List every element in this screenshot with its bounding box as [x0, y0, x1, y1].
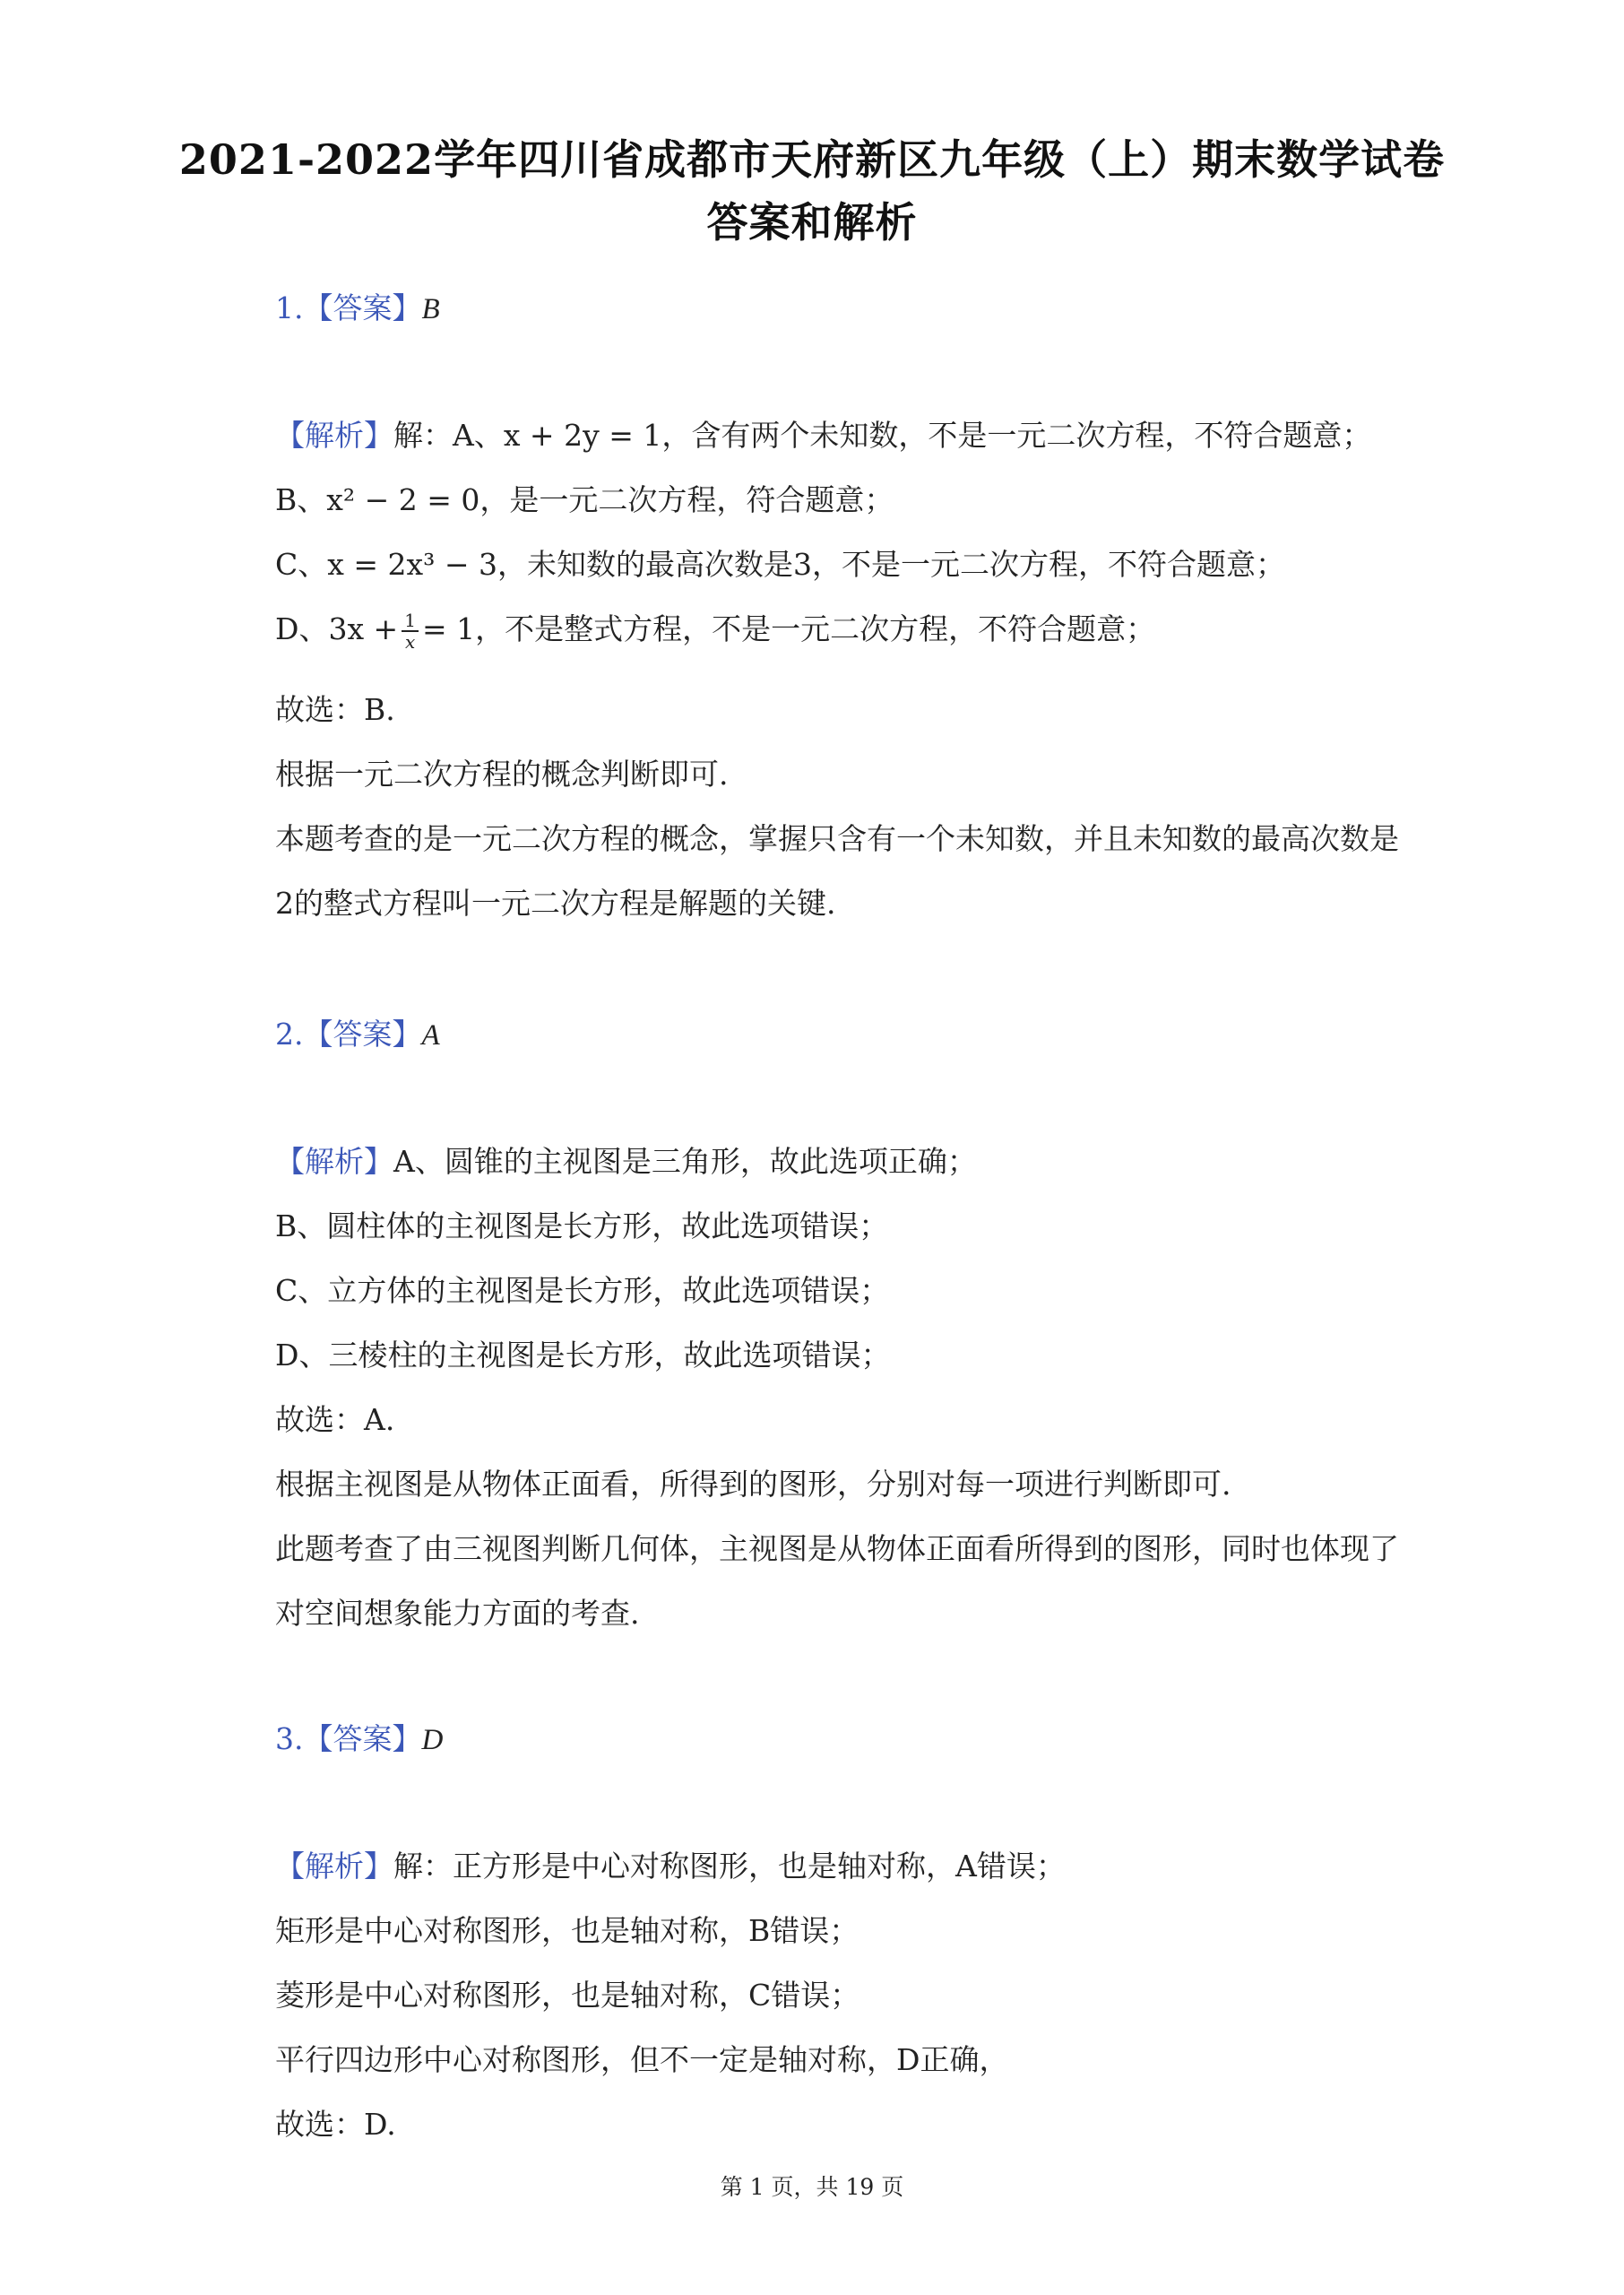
- q1-analysis-line-4: [275, 606, 1155, 652]
- q2-analysis-line-8: 对空间想象能力方面的考查.: [275, 1596, 640, 1631]
- q1-d-suffix: = 1，: [421, 611, 505, 646]
- q3-analysis-line-3: 菱形是中心对称图形，也是轴对称，C错误；: [275, 1978, 860, 2013]
- q1-analysis-line-5: 故选：B.: [275, 692, 395, 727]
- q3-analysis-line-4: 平行四边形中心对称图形，但不一定是轴对称，D正确，: [275, 2042, 1009, 2077]
- q3-answer: [275, 1716, 443, 1758]
- q1-analysis-tag: 【解析】: [275, 418, 393, 453]
- q2-analysis-line-1: [275, 1139, 977, 1181]
- q2-line-text: A、圆锥的主视图是三角形，故此选项正确；: [393, 1144, 977, 1179]
- document-subtitle: 答案和解析: [706, 198, 918, 247]
- fraction-1-over-x: [402, 611, 419, 652]
- q3-analysis-tag: 【解析】: [275, 1849, 393, 1884]
- q3-answer-label: 3.【答案】: [275, 1721, 422, 1756]
- document-title: 2021-2022学年四川省成都市天府新区九年级（上）期末数学试卷: [178, 135, 1446, 184]
- q2-answer-value: A: [421, 1019, 440, 1052]
- q2-answer-label: 2.【答案】: [275, 1017, 422, 1052]
- q2-analysis-line-6: 根据主视图是从物体正面看，所得到的图形，分别对每一项进行判断即可.: [275, 1467, 1231, 1502]
- q2-analysis-line-5: 故选：A.: [275, 1402, 395, 1437]
- q1-line-text: 解：A、x + 2y = 1，含有两个未知数，不是一元二次方程，不符合题意；: [393, 418, 1372, 453]
- q2-analysis-line-4: D、三棱柱的主视图是长方形，故此选项错误；: [275, 1338, 891, 1373]
- q1-d-prefix: D、3x +: [275, 611, 399, 646]
- q1-d-text: 不是整式方程，不是一元二次方程，不符合题意；: [505, 611, 1156, 646]
- q1-analysis-line-8: 2的整式方程叫一元二次方程是解题的关键.: [275, 886, 836, 921]
- q3-answer-value: D: [421, 1724, 444, 1756]
- q1-analysis-line-2: B、x² − 2 = 0，是一元二次方程，符合题意；: [275, 482, 894, 517]
- q2-analysis-tag: 【解析】: [275, 1144, 393, 1179]
- q1-answer: [275, 285, 440, 327]
- q3-analysis-line-1: [275, 1843, 1066, 1885]
- q2-analysis-line-3: C、立方体的主视图是长方形，故此选项错误；: [275, 1273, 890, 1308]
- q2-analysis-line-7: 此题考查了由三视图判断几何体，主视图是从物体正面看所得到的图形，同时也体现了: [275, 1531, 1399, 1566]
- q3-analysis-line-2: 矩形是中心对称图形，也是轴对称，B错误；: [275, 1913, 860, 1948]
- q1-analysis-line-7: 本题考查的是一元二次方程的概念，掌握只含有一个未知数，并且未知数的最高次数是: [275, 821, 1399, 856]
- q3-line-text: 解：正方形是中心对称图形，也是轴对称，A错误；: [393, 1849, 1066, 1884]
- page-footer: 第 1 页，共 19 页: [720, 2174, 904, 2200]
- q1-analysis-line-1: [275, 412, 1371, 455]
- q1-analysis-line-3: C、x = 2x³ − 3，未知数的最高次数是3，不是一元二次方程，不符合题意；: [275, 547, 1285, 582]
- q2-analysis-line-2: B、圆柱体的主视图是长方形，故此选项错误；: [275, 1208, 889, 1243]
- q2-answer: [275, 1011, 440, 1053]
- q1-answer-label: 1.【答案】: [275, 290, 422, 325]
- q3-analysis-line-5: 故选：D.: [275, 2107, 396, 2142]
- fraction-numerator: 1: [402, 611, 419, 632]
- fraction-denominator: x: [404, 631, 416, 653]
- q1-answer-value: B: [421, 293, 440, 325]
- q1-analysis-line-6: 根据一元二次方程的概念判断即可.: [275, 757, 729, 792]
